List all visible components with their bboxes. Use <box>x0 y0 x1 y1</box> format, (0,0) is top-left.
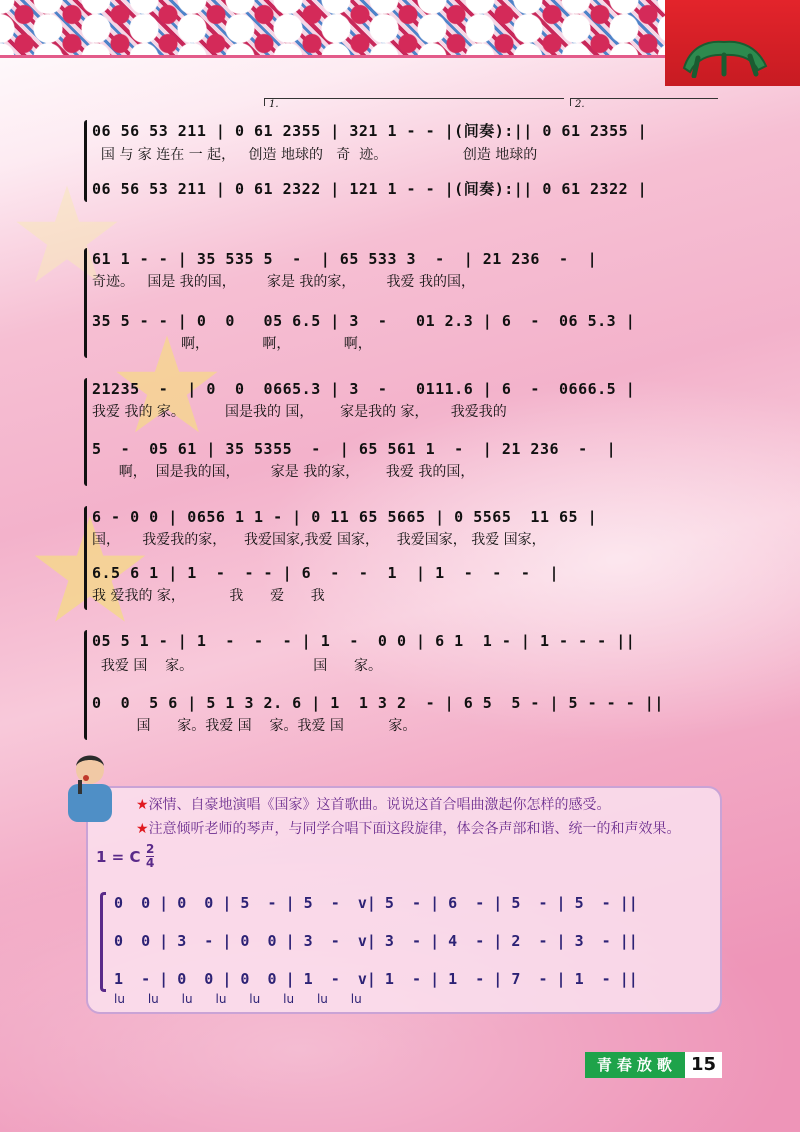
singing-student-icon <box>60 744 120 824</box>
lower-voice-line: 06 56 53 211 | 0 61 2322 | 121 1 - - |(间奏):|| 0 61 2322 | <box>92 180 648 198</box>
upper-lyric-line: 我爱 国 家。 国 家。 <box>92 658 383 674</box>
red-star-icon: ★ <box>136 797 149 813</box>
lower-lyric-line: 我 爱我的 家， 我 爱 我 <box>92 588 325 604</box>
system-brace <box>84 120 87 202</box>
bronze-sculpture-icon <box>676 28 772 78</box>
system-brace <box>84 630 87 740</box>
upper-lyric-line: 国， 我爱我的家， 我爱国家,我爱 国家， 我爱国家， 我爱 国家， <box>92 532 546 548</box>
lower-lyric-line: 啊， 国是我的国， 家是 我的家， 我爱 我的国， <box>92 464 475 480</box>
upper-voice-line: 61 1 - - | 35 535 5 - | 65 533 3 - | 21 236 - | <box>92 250 598 268</box>
page-footer <box>585 1052 722 1078</box>
red-star-icon: ★ <box>136 821 149 837</box>
lower-voice-line: 5 - 05 61 | 35 5355 - | 65 561 1 - | 21 236 - | <box>92 440 617 458</box>
time-signature: 2 4 <box>146 842 155 870</box>
section-title: 青春放歌 <box>585 1052 685 1078</box>
lower-lyric-line: 啊， 啊， 啊， <box>92 336 372 352</box>
second-ending-bracket: 2. <box>570 98 718 106</box>
task-two: ★注意倾听老师的琴声，与同学合唱下面这段旋律，体会各声部和谐、统一的和声效果。 <box>136 821 681 837</box>
exercise-voice-2: 0 0 | 3 - | 0 0 | 3 - v| 3 - | 4 - | 2 - | 3 - || <box>114 932 638 950</box>
lower-voice-line: 6.5 6 1 | 1 - - - | 6 - - 1 | 1 - - - | <box>92 564 560 582</box>
exercise-voice-1: 0 0 | 0 0 | 5 - | 5 - v| 5 - | 6 - | 5 - | 5 - || <box>114 894 638 912</box>
lower-voice-line: 0 0 5 6 | 5 1 3 2. 6 | 1 1 3 2 - | 6 5 5 - | 5 - - - || <box>92 694 664 712</box>
upper-voice-line: 6 - 0 0 | 0656 1 1 - | 0 11 65 5665 | 0 5565 11 65 | <box>92 508 598 526</box>
page-number: 15 <box>685 1052 722 1078</box>
exercise-voice-3: 1 - | 0 0 | 0 0 | 1 - v| 1 - | 1 - | 7 - | 1 - || <box>114 970 638 988</box>
system-brace <box>84 378 87 486</box>
lower-lyric-line: 国 家。我爱 国 家。我爱 国 家。 <box>92 718 417 734</box>
system-brace <box>84 248 87 358</box>
upper-voice-line: 21235 - | 0 0 0665.3 | 3 - 0111.6 | 6 - 0666.5 | <box>92 380 636 398</box>
task-one: ★深情、自豪地演唱《国家》这首歌曲。说说这首合唱曲激起你怎样的感受。 <box>136 797 611 813</box>
exercise-brace <box>100 892 106 992</box>
key-signature: 1 = C <box>96 848 141 866</box>
upper-lyric-line: 奇迹。 国是 我的国， 家是 我的家， 我爱 我的国， <box>92 274 476 290</box>
upper-voice-line: 05 5 1 - | 1 - - - | 1 - 0 0 | 6 1 1 - | 1 - - - || <box>92 632 636 650</box>
system-brace <box>84 506 87 610</box>
lower-voice-line: 35 5 - - | 0 0 05 6.5 | 3 - 01 2.3 | 6 - 06 5.3 | <box>92 312 636 330</box>
upper-voice-line: 06 56 53 211 | 0 61 2355 | 321 1 - - |(间奏):|| 0 61 2355 | <box>92 122 648 140</box>
first-ending-bracket: 1. <box>264 98 564 106</box>
upper-lyric-line: 我爱 我的 家。 国是我的 国， 家是我的 家， 我爱我的 <box>92 404 507 420</box>
upper-lyric-line: 国 与 家 连在 一 起， 创造 地球的 奇 迹。 创造 地球的 <box>92 147 538 163</box>
exercise-syllables: lu lu lu lu lu lu lu lu <box>114 992 362 1006</box>
